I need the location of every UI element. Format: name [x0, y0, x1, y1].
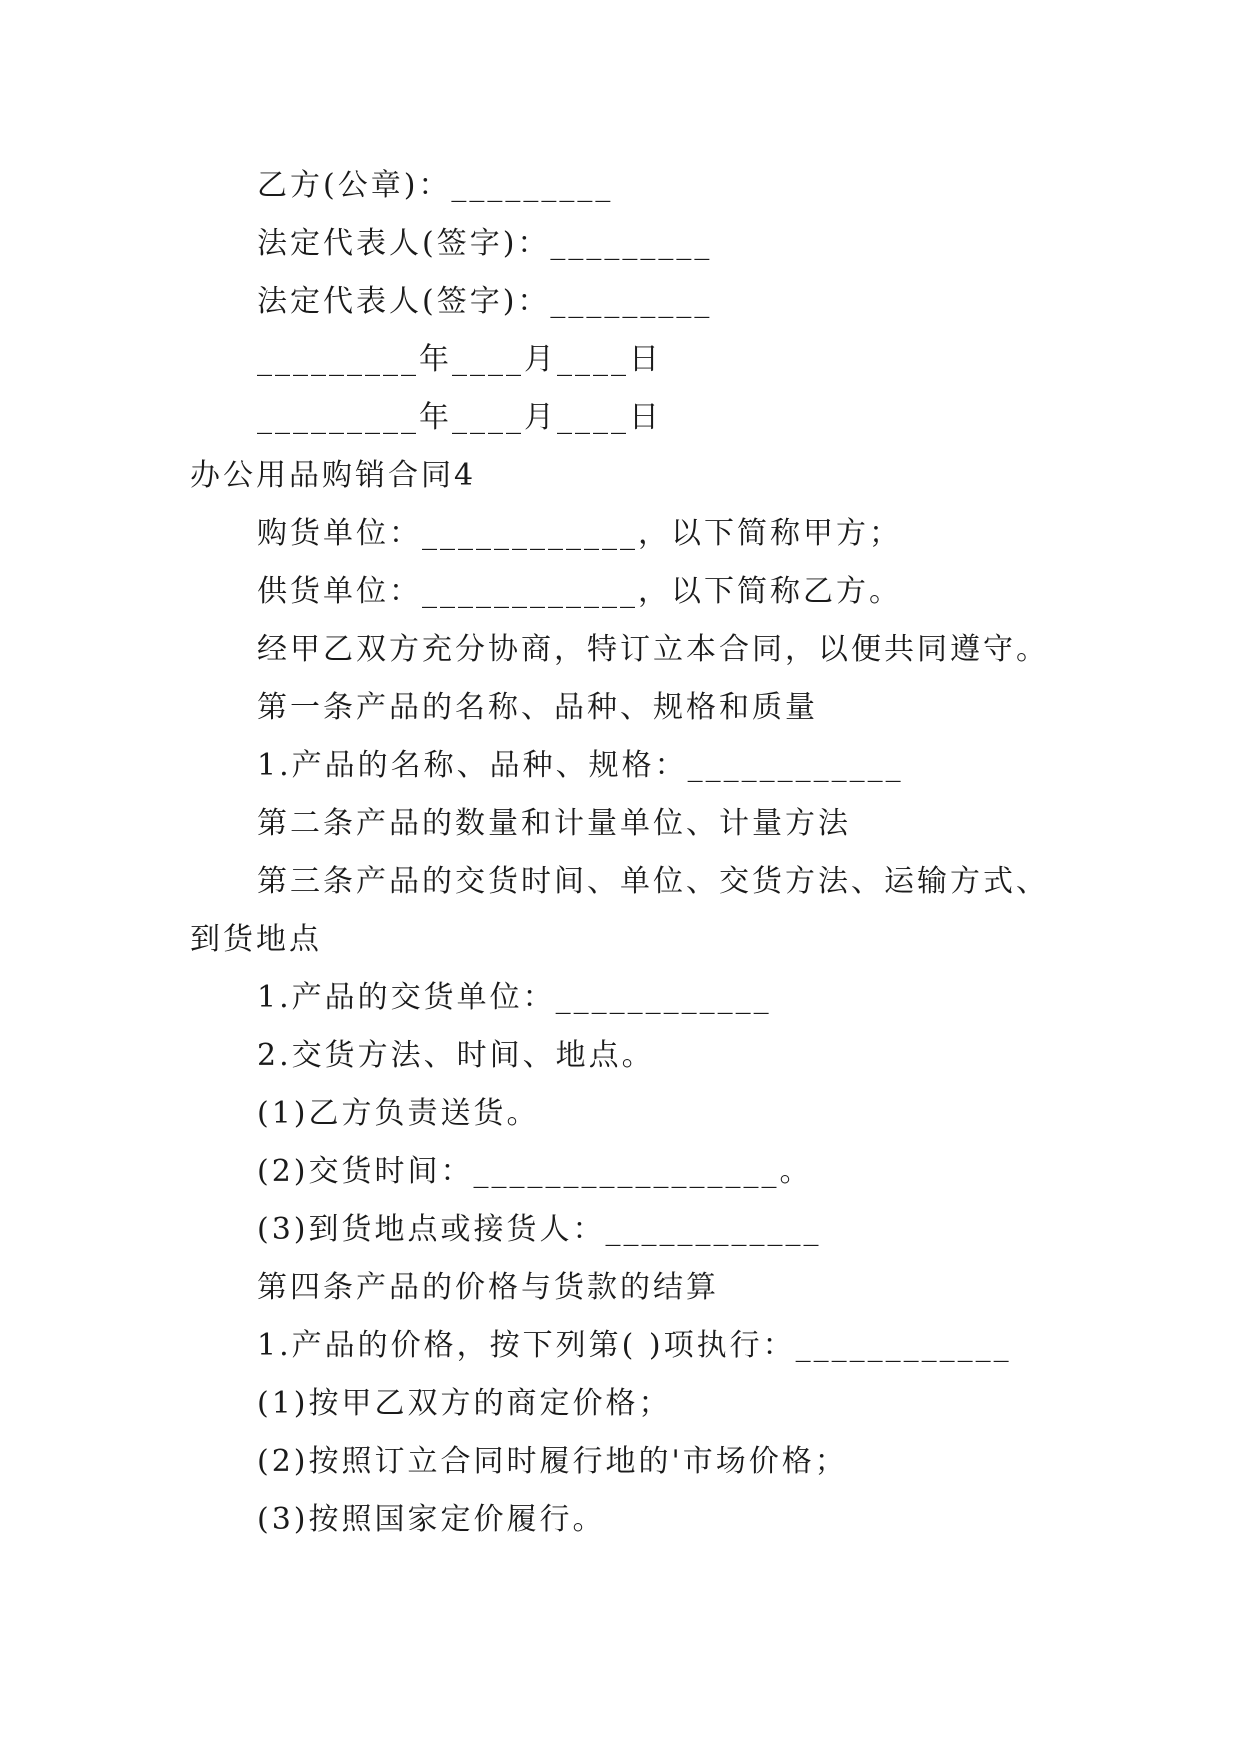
legal-rep-signature-line: 法定代表人(签字)：_________ — [257, 284, 713, 319]
preamble-paragraph: 经甲乙双方充分协商，特订立本合同，以便共同遵守。 — [257, 632, 1049, 667]
article-3-subitem-3: (3)到货地点或接货人：____________ — [257, 1212, 822, 1247]
article-3-subitem-1: (1)乙方负责送货。 — [257, 1096, 540, 1131]
article-1-heading: 第一条产品的名称、品种、规格和质量 — [257, 690, 818, 725]
party-b-seal-line: 乙方(公章)：_________ — [257, 168, 614, 203]
buyer-unit-line: 购货单位：____________，以下简称甲方； — [257, 516, 902, 551]
article-3-item-1: 1.产品的交货单位：____________ — [257, 980, 772, 1015]
date-line: _________年____月____日 — [257, 342, 662, 377]
supplier-unit-line: 供货单位：____________，以下简称乙方。 — [257, 574, 902, 609]
article-4-subitem-1: (1)按甲乙双方的商定价格； — [257, 1386, 672, 1421]
article-2-heading: 第二条产品的数量和计量单位、计量方法 — [257, 806, 851, 841]
article-4-subitem-2: (2)按照订立合同时履行地的'市场价格； — [257, 1444, 848, 1479]
article-3-heading-continued: 到货地点 — [190, 922, 322, 957]
legal-rep-signature-line: 法定代表人(签字)：_________ — [257, 226, 713, 261]
contract-title: 办公用品购销合同4 — [190, 458, 477, 493]
article-4-item-1: 1.产品的价格，按下列第( )项执行：____________ — [257, 1328, 1012, 1363]
date-line: _________年____月____日 — [257, 400, 662, 435]
article-4-subitem-3: (3)按照国家定价履行。 — [257, 1502, 606, 1537]
article-3-subitem-2: (2)交货时间：_________________。 — [257, 1154, 813, 1189]
article-3-heading: 第三条产品的交货时间、单位、交货方法、运输方式、 — [257, 864, 1049, 899]
article-3-item-2: 2.交货方法、时间、地点。 — [257, 1038, 655, 1073]
article-1-item-1: 1.产品的名称、品种、规格：____________ — [257, 748, 904, 783]
article-4-heading: 第四条产品的价格与货款的结算 — [257, 1270, 719, 1305]
